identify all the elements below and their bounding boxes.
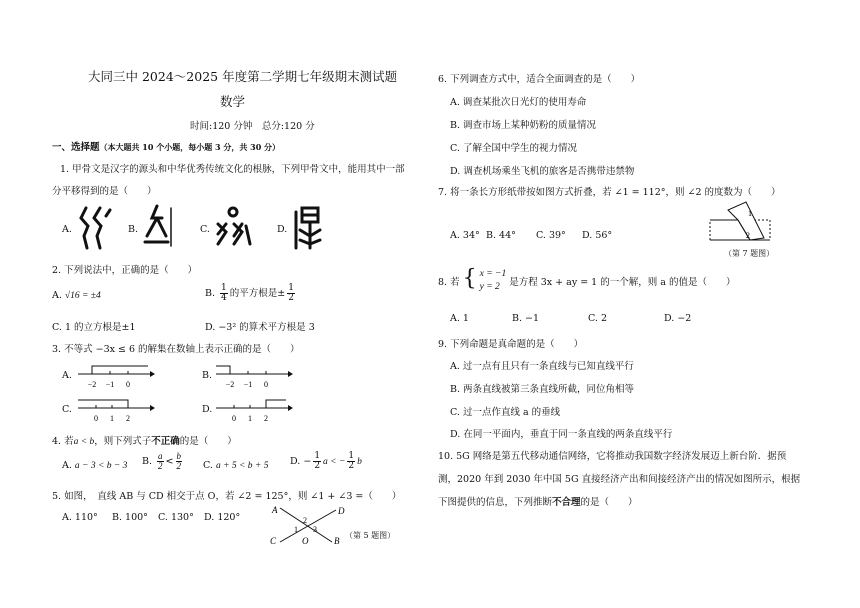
q2-option-b[interactable] xyxy=(205,284,297,303)
q8-pre: 8. 若 xyxy=(438,276,460,288)
q2-b-mid: 的平方根是± xyxy=(229,288,286,299)
q4-option-b-label: B. xyxy=(142,456,153,467)
q4-option-c-label: C. xyxy=(203,460,213,471)
q5-fig-label-2: 2 xyxy=(303,516,307,525)
numberline-d-tick-2: 2 xyxy=(264,414,268,423)
q10-line2: 测，2020 年到 2030 年中国 5G 直接经济产出和间接经济产出的情况如图所示，根据 xyxy=(438,474,801,485)
q3-option-b-label: B. xyxy=(202,370,213,381)
q9-option-c[interactable]: C. 过一点作直线 a 的垂线 xyxy=(450,407,561,418)
q5-fig-label-c: C xyxy=(270,536,277,546)
q7-fig-label-2: 2 xyxy=(746,231,750,240)
q8-stem xyxy=(438,265,736,294)
q10-line3-pre: 下图提供的信息，下列推断 xyxy=(438,497,553,508)
q4-d-frac1-num: 1 xyxy=(314,451,321,461)
q7-figure xyxy=(708,198,778,244)
q7-option-b[interactable]: B. 44° xyxy=(486,230,516,241)
q2-option-d-expr: −3² 的算术平方根是 3 xyxy=(218,322,315,333)
q8-system xyxy=(480,268,507,294)
q5-fig-label-b: B xyxy=(334,536,340,546)
oracle-glyph-a-icon xyxy=(76,204,116,250)
q8-mid: 是方程 3x + ay = 1 的一个解，则 a 的值是（ ） xyxy=(509,276,736,288)
numberline-b-tick-1: −1 xyxy=(243,380,253,389)
q4-option-c-expr: a + 5 < b + 5 xyxy=(215,461,269,471)
q4-d-frac1-den: 2 xyxy=(314,461,321,471)
q5-caption: （第 5 题图） xyxy=(345,531,396,540)
q2-b-frac2-den: 2 xyxy=(288,293,294,303)
numberline-c-tick-0: 0 xyxy=(94,414,98,423)
q9-option-b[interactable]: B. 两条直线被第三条直线所截，同位角相等 xyxy=(450,384,635,395)
numberline-a-tick-0: −2 xyxy=(87,380,97,389)
q1-option-c[interactable] xyxy=(200,224,210,235)
q5-fig-label-o: O xyxy=(302,536,309,546)
q4-b-lhs xyxy=(157,452,164,471)
q1-option-c-label: C. xyxy=(200,224,210,235)
q3-option-b[interactable] xyxy=(202,370,212,381)
q4-d-frac2-den: 2 xyxy=(348,461,355,471)
q2-option-c[interactable]: C. 1 的立方根是±1 xyxy=(52,322,136,333)
q1-line2: 分平移得到的是（ ） xyxy=(52,186,157,197)
numberline-c-tick-1: 1 xyxy=(110,414,114,423)
q8-sys-line1: x = −1 xyxy=(479,269,507,279)
q4-d-end: b xyxy=(357,457,362,467)
q5-option-c[interactable]: C. 130° xyxy=(158,512,194,523)
q6-option-d[interactable]: D. 调查机场乘坐飞机的旅客是否携带违禁物 xyxy=(450,166,635,177)
q4-b-rhs-num: b xyxy=(176,451,182,461)
q3-stem: 3. 不等式 −3x ≤ 6 的解集在数轴上表示正确的是（ ） xyxy=(52,344,300,355)
q1-option-a-label: A. xyxy=(62,224,72,235)
q8-option-c[interactable]: C. 2 xyxy=(588,313,608,324)
numberline-a xyxy=(76,362,156,390)
oracle-glyph-d-icon xyxy=(292,204,332,250)
section-heading xyxy=(52,139,280,153)
q4-mid: ，则下列式子 xyxy=(94,436,152,447)
q5-stem: 5. 如图， 直线 AB 与 CD 相交于点 O，若 ∠2 = 125°，则 ∠1 + ∠3 =（ ） xyxy=(52,491,402,502)
q5-fig-label-1: 1 xyxy=(294,525,298,534)
q9-option-d[interactable]: D. 在同一平面内，垂直于同一条直线的两条直线平行 xyxy=(450,429,673,440)
q4-option-d[interactable] xyxy=(290,452,362,471)
q4-option-a[interactable] xyxy=(62,460,127,471)
q2-option-a[interactable] xyxy=(52,290,101,301)
q8-option-d[interactable]: D. −2 xyxy=(664,313,692,324)
exam-title: 大同三中 2024～2025 年度第二学期七年级期末测试题 xyxy=(88,69,398,84)
q5-option-b[interactable]: B. 100° xyxy=(112,512,148,523)
numberline-b-tick-2: 0 xyxy=(264,380,268,389)
q6-option-b[interactable]: B. 调查市场上某种奶粉的质量情况 xyxy=(450,120,597,131)
q8-option-a[interactable]: A. 1 xyxy=(450,313,469,324)
q8-sys-line2: y = 2 xyxy=(479,281,500,292)
q10-line3-emph: 不合理 xyxy=(552,497,581,508)
section-title: 一、选择题 xyxy=(52,142,100,153)
subject-title: 数学 xyxy=(220,94,246,109)
q4-option-a-expr: a − 3 < b − 3 xyxy=(74,461,128,471)
q5-fig-label-d: D xyxy=(338,506,345,516)
q4-d-frac2-num: 1 xyxy=(348,451,355,461)
q5-option-d[interactable]: D. 120° xyxy=(204,512,241,523)
q6-option-c[interactable]: C. 了解全国中学生的视力情况 xyxy=(450,143,577,154)
q4-option-a-label: A. xyxy=(62,460,72,471)
q5-figure xyxy=(266,502,356,546)
q4-stem xyxy=(52,433,237,447)
numberline-c xyxy=(76,396,156,424)
q5-fig-label-3: 3 xyxy=(313,525,317,534)
q4-b-lhs-den: 2 xyxy=(158,461,163,471)
q2-b-frac2-num: 1 xyxy=(288,283,294,293)
numberline-c-tick-2: 2 xyxy=(126,414,130,423)
q7-stem: 7. 将一条长方形纸带按如图方式折叠，若 ∠1 = 112°，则 ∠2 的度数为（ ） xyxy=(438,187,781,198)
q3-option-d[interactable] xyxy=(202,404,212,415)
q8-option-b[interactable]: B. −1 xyxy=(512,313,540,324)
q2-option-a-label: A. xyxy=(52,290,62,301)
q1-option-b-label: B. xyxy=(128,224,139,235)
q5-option-a[interactable]: A. 110° xyxy=(62,512,98,523)
numberline-b-tick-0: −2 xyxy=(225,380,235,389)
q1-option-b[interactable] xyxy=(128,224,138,235)
numberline-d-tick-1: 1 xyxy=(248,414,252,423)
q3-option-d-label: D. xyxy=(202,404,213,415)
q7-caption: （第 7 题图） xyxy=(724,249,775,258)
numberline-b xyxy=(214,362,294,390)
q10-line1: 10. 5G 网络是第五代移动通信网络，它将推动我国数字经济发展迈上新台阶．据预 xyxy=(438,451,787,462)
numberline-a-tick-1: −1 xyxy=(105,380,115,389)
section-note: （本大题共 10 个小题，每小题 3 分，共 30 分） xyxy=(99,142,281,152)
q6-option-a[interactable]: A. 调查某批次日光灯的使用寿命 xyxy=(450,97,587,108)
time-info: 时间:120 分钟 总分:120 分 xyxy=(190,121,315,132)
q7-option-d[interactable]: D. 56° xyxy=(582,230,613,241)
oracle-glyph-c-icon xyxy=(212,204,254,250)
q6-stem: 6. 下列调查方式中，适合全面调查的是（ ） xyxy=(438,74,641,85)
q4-b-rhs-den: 2 xyxy=(176,461,182,471)
q9-stem: 9. 下列命题是真命题的是（ ） xyxy=(438,339,584,350)
q3-option-a[interactable] xyxy=(62,370,72,381)
q2-option-d[interactable] xyxy=(205,319,315,333)
q4-option-b[interactable]: B. $\frac{a}{2}$ < $\frac{b}{2}$ xyxy=(142,451,182,471)
q2-b-fraction xyxy=(220,284,228,303)
q2-option-a-expr: √16 = ±4 xyxy=(64,291,101,301)
numberline-d-tick-0: 0 xyxy=(232,414,236,423)
q3-option-c[interactable] xyxy=(62,404,72,415)
q2-b-frac-den: 4 xyxy=(221,293,227,303)
q9-option-a[interactable]: A. 过一点有且只有一条直线与已知直线平行 xyxy=(450,361,634,372)
oracle-glyph-b-icon xyxy=(140,202,180,250)
q3-option-c-label: C. xyxy=(62,404,72,415)
q1-option-a[interactable] xyxy=(62,224,72,235)
q4-d-frac2 xyxy=(347,452,355,471)
q2-stem: 2. 下列说法中，正确的是（ ） xyxy=(52,265,198,276)
q5-fig-label-a: A xyxy=(272,505,278,515)
q4-option-d-label: D. xyxy=(290,456,301,467)
q4-post: 的是（ ） xyxy=(179,436,237,447)
q4-d-pre: − xyxy=(303,456,312,467)
q2-b-fraction2 xyxy=(287,284,295,303)
q4-emph: 不正确 xyxy=(151,436,180,447)
q4-d-mid: a < − xyxy=(323,457,346,467)
q1-line1: 1. 甲骨文是汉字的源头和中华优秀传统文化的根脉，下列甲骨文中，能用其中一部 xyxy=(60,164,405,175)
q2-option-b-label: B. xyxy=(205,288,216,299)
q10-line3 xyxy=(438,494,638,508)
q2-option-d-label: D. xyxy=(205,322,216,333)
q7-option-a[interactable]: A. 34° xyxy=(450,230,480,241)
q7-option-c[interactable]: C. 39° xyxy=(536,230,566,241)
q10-line3-post: 的是（ ） xyxy=(580,497,638,508)
q2-b-frac-num: 1 xyxy=(221,283,227,293)
q4-cond: a < b xyxy=(73,437,95,447)
q4-b-rhs xyxy=(176,452,183,471)
q8-brace-icon: { xyxy=(462,265,477,291)
q1-option-d[interactable] xyxy=(277,224,287,235)
q4-option-c[interactable] xyxy=(203,460,268,471)
numberline-d xyxy=(214,396,294,424)
numberline-a-tick-2: 0 xyxy=(126,380,130,389)
q7-fig-label-1: 1 xyxy=(748,209,752,218)
q4-d-frac1 xyxy=(313,452,321,471)
q4-pre: 4. 若 xyxy=(52,436,74,447)
q4-b-lhs-num: a xyxy=(158,451,163,461)
q3-option-a-label: A. xyxy=(62,370,72,381)
q1-option-d-label: D. xyxy=(277,224,288,235)
